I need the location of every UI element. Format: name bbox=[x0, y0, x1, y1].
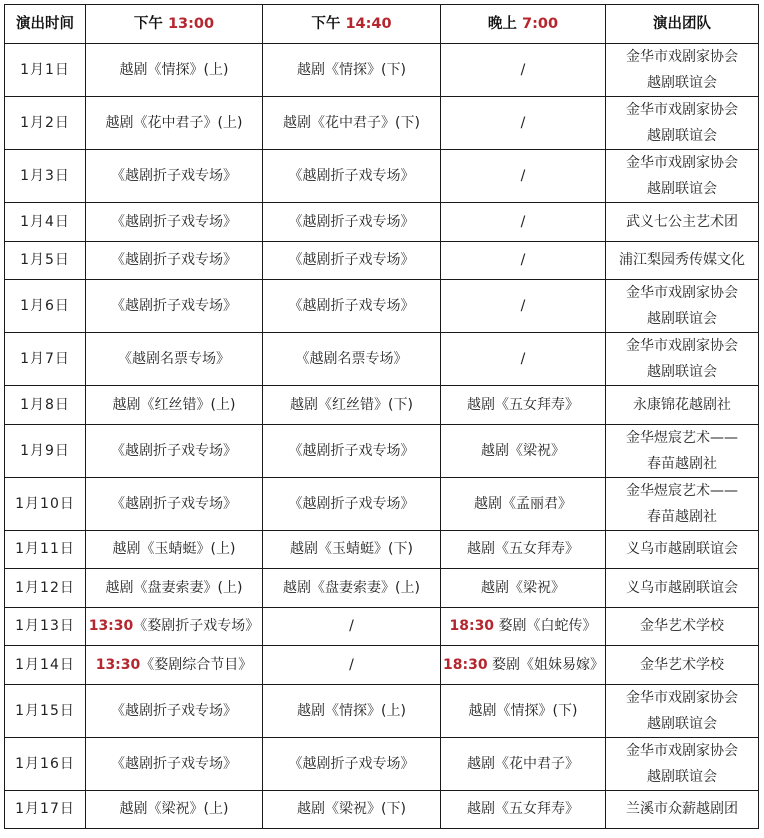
team-line-1: 武义七公主艺术团 bbox=[626, 213, 738, 230]
date-cell: 1月16日 bbox=[5, 737, 86, 790]
slot-2-cell bbox=[263, 150, 441, 203]
date-cell: 1月2日 bbox=[5, 97, 86, 150]
slot-1-program: 《越剧折子戏专场》 bbox=[111, 252, 237, 269]
slot-2-program: 越剧《玉蜻蜓》(下) bbox=[290, 541, 413, 558]
date-cell: 1月9日 bbox=[5, 424, 86, 477]
header-slot-1 bbox=[86, 5, 263, 44]
table-row bbox=[5, 684, 759, 737]
header-date: 演出时间 bbox=[5, 5, 86, 44]
slot-1-cell bbox=[86, 684, 263, 737]
slot-2-program: 越剧《花中君子》(下) bbox=[283, 115, 420, 131]
team-cell bbox=[606, 530, 759, 569]
table-row bbox=[5, 333, 759, 386]
slot-3-program: 越剧《花中君子》 bbox=[467, 755, 579, 772]
slot-1-program: 《越剧折子戏专场》 bbox=[111, 442, 237, 459]
table-row bbox=[5, 569, 759, 608]
team-line-2: 越剧联谊会 bbox=[647, 311, 717, 327]
slot-3-time: 18:30 bbox=[449, 618, 495, 635]
slot-1-time: 13:30 bbox=[88, 618, 134, 635]
team-line-2: 春苗越剧社 bbox=[647, 508, 717, 525]
team-line-1: 金华市戏剧家协会 bbox=[626, 285, 738, 301]
slot-2-cell bbox=[263, 607, 441, 646]
team-line-1: 浦江梨园秀传媒文化 bbox=[619, 252, 745, 269]
header-slot-1-prefix: 下午 bbox=[133, 16, 163, 32]
slot-1-cell bbox=[86, 646, 263, 685]
table-row bbox=[5, 646, 759, 685]
header-team: 演出团队 bbox=[606, 5, 759, 44]
slot-1-program: 《越剧折子戏专场》 bbox=[111, 168, 237, 184]
table-row bbox=[5, 150, 759, 203]
slot-2-cell bbox=[263, 280, 441, 333]
team-line-1: 金华艺术学校 bbox=[640, 618, 724, 635]
slot-1-cell bbox=[86, 150, 263, 203]
table-row bbox=[5, 44, 759, 97]
slot-2-program: 《越剧折子戏专场》 bbox=[288, 442, 415, 459]
slot-3-program: 越剧《梁祝》 bbox=[481, 442, 565, 459]
slot-3-cell bbox=[441, 424, 606, 477]
date-cell: 1月6日 bbox=[5, 280, 86, 333]
slot-1-cell bbox=[86, 424, 263, 477]
header-slot-3 bbox=[441, 5, 606, 44]
slot-3-program: 婺剧《姐妹易嫁》 bbox=[487, 656, 605, 673]
team-cell bbox=[606, 280, 759, 333]
date-cell: 1月13日 bbox=[5, 607, 86, 646]
slot-3-cell bbox=[441, 150, 606, 203]
date-cell: 1月11日 bbox=[5, 530, 86, 569]
slot-1-cell bbox=[86, 790, 263, 829]
slot-2-cell bbox=[263, 424, 441, 477]
slot-2-program: / bbox=[349, 618, 354, 635]
slot-2-program: 《越剧折子戏专场》 bbox=[288, 168, 415, 184]
slot-1-cell bbox=[86, 386, 263, 425]
date-cell: 1月8日 bbox=[5, 386, 86, 425]
table-row bbox=[5, 241, 759, 280]
slot-3-cell bbox=[441, 44, 606, 97]
header-slot-2-prefix: 下午 bbox=[311, 16, 341, 32]
slot-1-time: 13:30 bbox=[95, 656, 141, 673]
team-line-1: 义乌市越剧联谊会 bbox=[626, 579, 738, 596]
slot-1-cell bbox=[86, 530, 263, 569]
team-cell bbox=[606, 386, 759, 425]
date-cell: 1月15日 bbox=[5, 684, 86, 737]
slot-1-program: 《越剧折子戏专场》 bbox=[111, 755, 237, 772]
team-line-1: 金华市戏剧家协会 bbox=[626, 49, 738, 65]
slot-3-cell bbox=[441, 386, 606, 425]
slot-1-program: 越剧《玉蜻蜓》(上) bbox=[112, 541, 236, 558]
slot-2-program: / bbox=[349, 656, 354, 673]
slot-3-cell bbox=[441, 607, 606, 646]
slot-3-program: / bbox=[520, 213, 526, 230]
slot-2-cell bbox=[263, 386, 441, 425]
slot-1-program: 越剧《情探》(上) bbox=[119, 62, 229, 78]
slot-1-program: 《越剧折子戏专场》 bbox=[111, 213, 237, 230]
slot-2-program: 越剧《情探》(上) bbox=[297, 702, 406, 719]
team-cell bbox=[606, 569, 759, 608]
slot-1-cell bbox=[86, 97, 263, 150]
slot-1-program: 越剧《盘妻索妻》(上) bbox=[105, 579, 243, 596]
date-cell: 1月7日 bbox=[5, 333, 86, 386]
slot-1-program: 越剧《红丝错》(上) bbox=[112, 396, 236, 413]
table-row bbox=[5, 386, 759, 425]
slot-3-cell bbox=[441, 569, 606, 608]
slot-3-cell bbox=[441, 530, 606, 569]
slot-2-program: 越剧《梁祝》(下) bbox=[297, 801, 406, 818]
slot-3-program: 越剧《孟丽君》 bbox=[474, 495, 572, 512]
date-cell: 1月4日 bbox=[5, 203, 86, 242]
team-cell bbox=[606, 646, 759, 685]
team-cell bbox=[606, 737, 759, 790]
team-line-2: 越剧联谊会 bbox=[647, 75, 717, 91]
slot-3-cell bbox=[441, 477, 606, 530]
team-cell bbox=[606, 424, 759, 477]
slot-3-program: / bbox=[520, 252, 526, 269]
table-row bbox=[5, 203, 759, 242]
table-row bbox=[5, 737, 759, 790]
team-line-1: 兰溪市众薪越剧团 bbox=[626, 801, 738, 818]
slot-1-program: 《婺剧综合节目》 bbox=[140, 656, 253, 673]
slot-3-cell bbox=[441, 97, 606, 150]
slot-1-cell bbox=[86, 241, 263, 280]
slot-2-cell bbox=[263, 684, 441, 737]
team-line-1: 义乌市越剧联谊会 bbox=[626, 541, 738, 558]
table-row bbox=[5, 424, 759, 477]
team-line-1: 金华市戏剧家协会 bbox=[626, 742, 738, 759]
slot-1-program: 《越剧折子戏专场》 bbox=[111, 298, 237, 314]
table-row bbox=[5, 280, 759, 333]
slot-3-program: 越剧《五女拜寿》 bbox=[467, 801, 579, 818]
date-cell: 1月3日 bbox=[5, 150, 86, 203]
slot-1-cell bbox=[86, 44, 263, 97]
slot-3-program: 越剧《五女拜寿》 bbox=[467, 541, 579, 558]
slot-2-cell bbox=[263, 569, 441, 608]
slot-1-cell bbox=[86, 333, 263, 386]
slot-3-cell bbox=[441, 684, 606, 737]
team-line-1: 金华市戏剧家协会 bbox=[626, 689, 738, 706]
team-line-1: 金华煜宸艺术—— bbox=[626, 482, 738, 499]
header-slot-2 bbox=[263, 5, 441, 44]
slot-3-program: 越剧《五女拜寿》 bbox=[467, 396, 579, 413]
team-line-1: 金华市戏剧家协会 bbox=[626, 338, 738, 354]
table-row bbox=[5, 607, 759, 646]
table-row bbox=[5, 97, 759, 150]
team-line-1: 金华市戏剧家协会 bbox=[626, 155, 738, 171]
slot-1-program: 越剧《梁祝》(上) bbox=[119, 801, 229, 818]
slot-3-program: / bbox=[520, 168, 526, 184]
team-line-2: 越剧联谊会 bbox=[647, 128, 717, 144]
team-line-1: 金华煜宸艺术—— bbox=[626, 429, 738, 446]
slot-3-program: / bbox=[520, 115, 526, 131]
slot-2-program: 《越剧折子戏专场》 bbox=[288, 755, 415, 772]
date-cell: 1月10日 bbox=[5, 477, 86, 530]
slot-2-cell bbox=[263, 203, 441, 242]
slot-2-program: 《越剧名票专场》 bbox=[295, 351, 408, 367]
date-cell: 1月12日 bbox=[5, 569, 86, 608]
header-slot-3-prefix: 晚上 bbox=[487, 16, 517, 32]
slot-2-program: 越剧《红丝错》(下) bbox=[290, 396, 413, 413]
team-line-1: 金华艺术学校 bbox=[640, 656, 724, 673]
slot-3-program: 越剧《梁祝》 bbox=[481, 579, 565, 596]
slot-2-program: 《越剧折子戏专场》 bbox=[288, 252, 415, 269]
slot-2-program: 《越剧折子戏专场》 bbox=[288, 213, 415, 230]
team-cell bbox=[606, 241, 759, 280]
slot-1-program: 《越剧折子戏专场》 bbox=[111, 702, 237, 719]
date-cell: 1月5日 bbox=[5, 241, 86, 280]
header-row bbox=[5, 5, 759, 44]
slot-2-cell bbox=[263, 737, 441, 790]
slot-3-cell bbox=[441, 646, 606, 685]
team-line-2: 越剧联谊会 bbox=[647, 364, 717, 380]
slot-3-cell bbox=[441, 333, 606, 386]
slot-1-program: 《婺剧折子戏专场》 bbox=[133, 618, 260, 635]
slot-1-cell bbox=[86, 569, 263, 608]
slot-2-cell bbox=[263, 790, 441, 829]
team-cell bbox=[606, 203, 759, 242]
slot-2-cell bbox=[263, 477, 441, 530]
slot-3-program: 婺剧《白蛇传》 bbox=[494, 618, 597, 635]
slot-3-program: 越剧《情探》(下) bbox=[468, 702, 578, 719]
team-cell bbox=[606, 607, 759, 646]
slot-1-cell bbox=[86, 737, 263, 790]
slot-3-program: / bbox=[520, 351, 526, 367]
slot-2-cell bbox=[263, 97, 441, 150]
slot-2-cell bbox=[263, 646, 441, 685]
slot-2-cell bbox=[263, 333, 441, 386]
slot-1-cell bbox=[86, 607, 263, 646]
date-cell: 1月17日 bbox=[5, 790, 86, 829]
slot-3-cell bbox=[441, 203, 606, 242]
date-cell: 1月1日 bbox=[5, 44, 86, 97]
date-cell: 1月14日 bbox=[5, 646, 86, 685]
slot-1-cell bbox=[86, 203, 263, 242]
team-cell bbox=[606, 790, 759, 829]
slot-3-cell bbox=[441, 280, 606, 333]
team-cell bbox=[606, 333, 759, 386]
slot-2-program: 《越剧折子戏专场》 bbox=[288, 495, 415, 512]
team-cell bbox=[606, 44, 759, 97]
slot-2-cell bbox=[263, 530, 441, 569]
slot-2-cell bbox=[263, 241, 441, 280]
slot-3-time: 18:30 bbox=[443, 656, 488, 673]
team-line-1: 金华市戏剧家协会 bbox=[626, 102, 738, 118]
slot-2-program: 越剧《情探》(下) bbox=[297, 62, 406, 78]
slot-3-cell bbox=[441, 790, 606, 829]
header-slot-1-time: 13:00 bbox=[167, 16, 215, 32]
slot-1-cell bbox=[86, 477, 263, 530]
team-cell bbox=[606, 150, 759, 203]
header-slot-3-time: 7:00 bbox=[521, 16, 559, 32]
table-row bbox=[5, 530, 759, 569]
team-line-1: 永康锦花越剧社 bbox=[633, 396, 731, 413]
slot-1-program: 《越剧名票专场》 bbox=[118, 351, 230, 367]
slot-2-program: 越剧《盘妻索妻》(上) bbox=[283, 579, 420, 596]
slot-1-program: 越剧《花中君子》(上) bbox=[105, 115, 243, 131]
team-line-2: 越剧联谊会 bbox=[647, 715, 717, 732]
team-cell bbox=[606, 97, 759, 150]
team-cell bbox=[606, 477, 759, 530]
team-line-2: 越剧联谊会 bbox=[647, 768, 717, 785]
table-row bbox=[5, 790, 759, 829]
slot-2-cell bbox=[263, 44, 441, 97]
slot-3-program: / bbox=[520, 62, 526, 78]
slot-3-cell bbox=[441, 241, 606, 280]
slot-1-cell bbox=[86, 280, 263, 333]
team-line-2: 春苗越剧社 bbox=[647, 455, 717, 472]
table-row bbox=[5, 477, 759, 530]
team-cell bbox=[606, 684, 759, 737]
slot-1-program: 《越剧折子戏专场》 bbox=[111, 495, 237, 512]
slot-3-program: / bbox=[520, 298, 526, 314]
header-slot-2-time: 14:40 bbox=[345, 16, 392, 32]
team-line-2: 越剧联谊会 bbox=[647, 181, 717, 197]
slot-3-cell bbox=[441, 737, 606, 790]
performance-schedule-table bbox=[4, 4, 759, 829]
slot-2-program: 《越剧折子戏专场》 bbox=[288, 298, 415, 314]
